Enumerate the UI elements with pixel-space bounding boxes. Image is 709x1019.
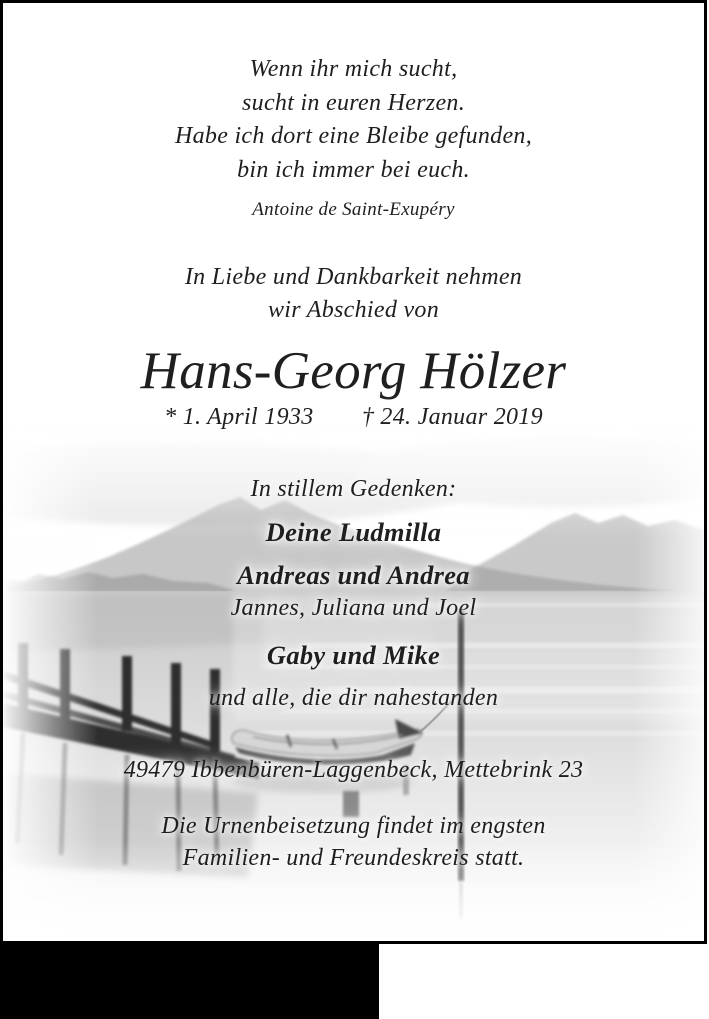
deceased-name: Hans-Georg Hölzer: [140, 342, 567, 400]
funeral-notice: [3, 811, 704, 874]
bottom-left-black-block: [0, 944, 379, 1019]
funeral-notice-line: Familien- und Freundeskreis statt.: [182, 844, 525, 871]
life-dates: [3, 401, 704, 433]
birth-date: * 1. April 1933: [164, 404, 314, 430]
mourner-line: Jannes, Juliana und Joel: [230, 595, 477, 621]
mourner-closing-line: und alle, die dir nahestanden: [208, 685, 499, 711]
address-line: 49479 Ibbenbüren-Laggenbeck, Mettebrink 23: [123, 757, 584, 783]
mourner-line: Deine Ludmilla: [265, 517, 442, 547]
funeral-notice-line: Die Urnenbeisetzung findet im engsten: [161, 813, 546, 839]
poem: [3, 53, 704, 187]
remembrance-heading: In stillem Gedenken:: [250, 476, 457, 502]
farewell-intro: [3, 261, 704, 327]
poem-line: bin ich immer bei euch.: [237, 156, 470, 183]
mourner-line: Gaby und Mike: [266, 640, 441, 670]
farewell-line: wir Abschied von: [267, 297, 439, 323]
poem-line: Habe ich dort eine Bleibe gefunden,: [174, 123, 533, 149]
poem-line: sucht in euren Herzen.: [242, 89, 465, 116]
death-date: † 24. Januar 2019: [361, 404, 543, 430]
farewell-line: In Liebe und Dankbarkeit nehmen: [184, 264, 523, 290]
poem-line: Wenn ihr mich sucht,: [249, 56, 458, 82]
mourner-line: Andreas und Andrea: [237, 560, 470, 590]
poem-attribution: Antoine de Saint-Exupéry: [252, 199, 455, 220]
